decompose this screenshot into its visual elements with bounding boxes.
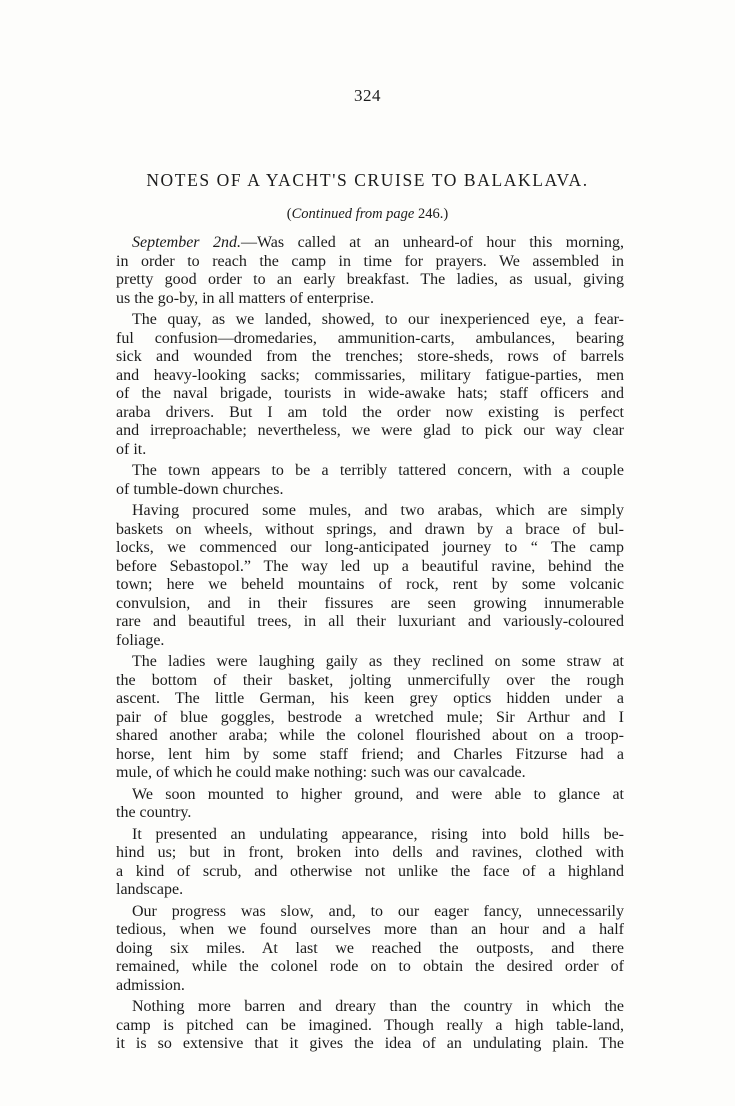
paragraph: [116, 311, 624, 459]
text-line: the country.: [116, 804, 192, 821]
text-line: and heavy-looking sacks; commissaries, military fatigue-parties, men: [116, 366, 624, 384]
paragraph: [116, 502, 624, 650]
paragraph: [116, 826, 624, 900]
text-line: of the naval brigade, tourists in wide-awake hats; staff officers and: [116, 385, 624, 402]
text-line: in order to reach the camp in time for prayers. We assembled in: [116, 252, 624, 270]
text-line: convulsion, and in their fissures are seen growing innumerable: [116, 594, 624, 612]
subtitle-open-paren: (: [286, 206, 292, 222]
text-line: sick and wounded from the trenches; store-sheds, rows of barrels: [116, 348, 624, 365]
text-line: The town appears to be a terribly tattered concern, with a couple: [132, 462, 624, 479]
text-line: us the go-by, in all matters of enterprise.: [116, 289, 374, 307]
text-line: It presented an undulating appearance, rising into bold hills be-: [132, 825, 624, 843]
text-line: pair of blue goggles, bestrode a wretched mule; Sir Arthur and I: [116, 708, 624, 726]
subtitle-close-paren: ): [443, 206, 449, 222]
article-body: [116, 234, 624, 1057]
text-line: locks, we commenced our long-anticipated journey to “ The camp: [116, 539, 624, 556]
text-line: rare and beautiful trees, in all their luxuriant and variously-coloured: [116, 613, 624, 630]
text-line: it is so extensive that it gives the idea of an undulating plain. The: [116, 1035, 624, 1052]
text-line: of it.: [116, 440, 147, 458]
text-line: The ladies were laughing gaily as they reclined on some straw at: [132, 653, 624, 670]
text-line: foliage.: [116, 631, 165, 649]
subtitle-continued-text: Continued from page: [291, 206, 415, 222]
text-line: tedious, when we found ourselves more than an hour and a half: [116, 921, 624, 938]
text-line: Having procured some mules, and two arabas, which are simply: [132, 502, 624, 519]
paragraph: [116, 234, 624, 308]
text-line: araba drivers. But I am told the order now existing is perfect: [116, 403, 624, 421]
text-line: ful confusion—dromedaries, ammunition-carts, ambulances, bearing: [116, 329, 624, 347]
text-line: landscape.: [116, 881, 184, 898]
text-line: Our progress was slow, and, to our eager fancy, unnecessarily: [132, 902, 624, 920]
text-line: and irreproachable; nevertheless, we were glad to pick our way clear: [116, 422, 624, 439]
text-line: a kind of scrub, and otherwise not unlike the face of a highland: [116, 862, 624, 880]
paragraph: [116, 462, 624, 499]
text-line: hind us; but in front, broken into dells and ravines, clothed with: [116, 844, 624, 861]
text-line: camp is pitched can be imagined. Though really a high table-land,: [116, 1016, 624, 1034]
subtitle-page-ref: 246.: [417, 206, 444, 222]
text-line: doing six miles. At last we reached the outposts, and there: [116, 939, 624, 957]
text-line: the bottom of their basket, jolting unmercifully over the rough: [116, 671, 624, 689]
text-line: remained, while the colonel rode on to obtain the desired order of: [116, 958, 624, 975]
text-line: September 2nd.—Was called at an unheard-of hour this morning,: [132, 234, 624, 251]
text-line: town; here we beheld mountains of rock, rent by some volcanic: [116, 576, 624, 593]
text-line: Nothing more barren and dreary than the country in which the: [132, 998, 624, 1015]
paragraph: [116, 998, 624, 1054]
text-line: horse, lent him by some staff friend; and Charles Fitzurse had a: [116, 745, 624, 763]
entry-date: September 2nd.: [132, 234, 241, 251]
paragraph: [116, 653, 624, 783]
text-line: shared another araba; while the colonel flourished about on a troop-: [116, 727, 624, 744]
paragraph: [116, 903, 624, 996]
text-line: pretty good order to an early breakfast. The ladies, as usual, giving: [116, 271, 624, 288]
text-line: We soon mounted to higher ground, and were able to glance at: [132, 785, 624, 803]
text-line: The quay, as we landed, showed, to our inexperienced eye, a fear-: [132, 311, 624, 328]
text-line: baskets on wheels, without springs, and drawn by a brace of bul-: [116, 520, 624, 538]
text-line: of tumble-down churches.: [116, 480, 284, 498]
text-line: admission.: [116, 976, 185, 994]
article-subtitle: [0, 206, 735, 223]
article-title: NOTES OF A YACHT'S CRUISE TO BALAKLAVA.: [146, 170, 589, 190]
page-number: 324: [354, 86, 381, 105]
text-line: mule, of which he could make nothing: such was our cavalcade.: [116, 764, 526, 781]
text-line: before Sebastopol.” The way led up a beautiful ravine, behind the: [116, 557, 624, 575]
text-line: ascent. The little German, his keen grey optics hidden under a: [116, 690, 624, 707]
paragraph: [116, 786, 624, 823]
